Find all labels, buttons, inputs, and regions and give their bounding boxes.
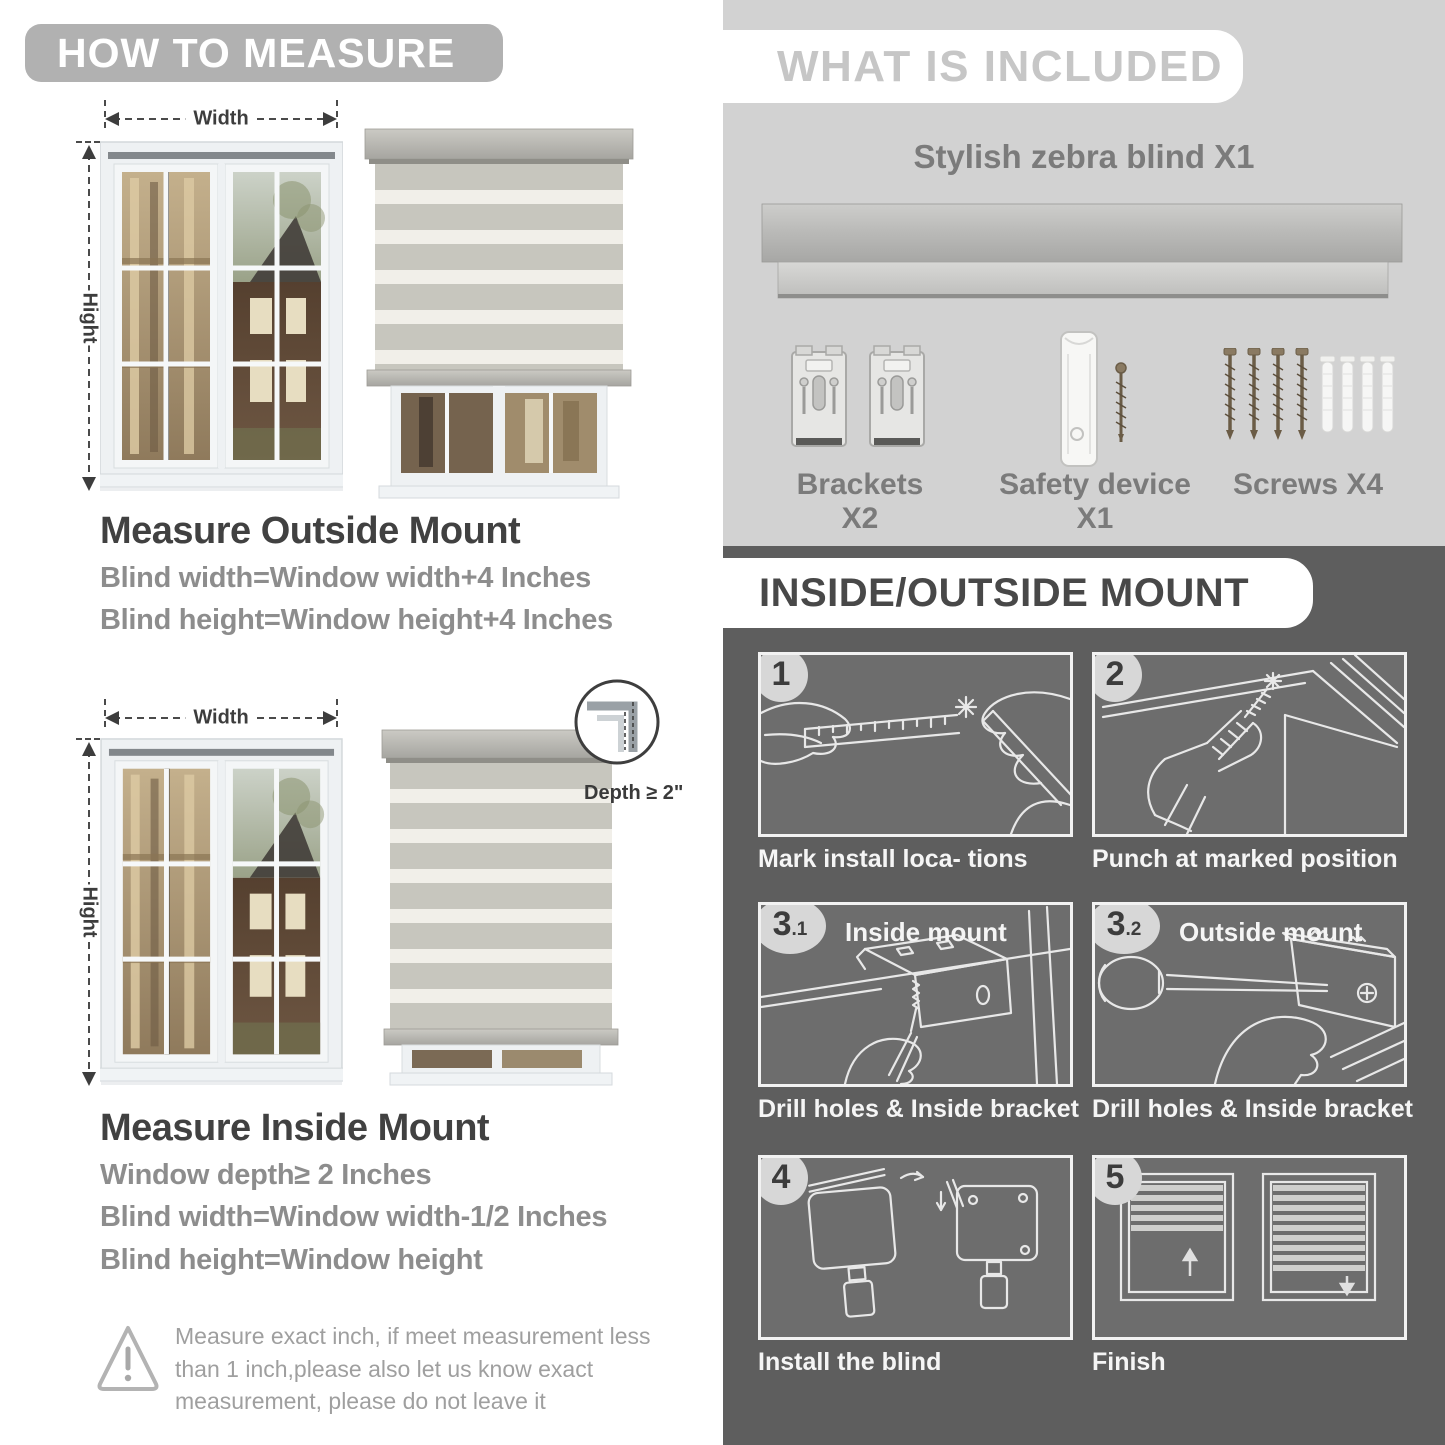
safety-device-icon	[1055, 330, 1137, 472]
warning-text: Measure exact inch, if meet measurement less than 1 inch,please also let us know exact measurement, please do not leave it	[175, 1323, 651, 1415]
window-illustration-2	[100, 735, 343, 1087]
step-caption-4: Install the blind	[758, 1348, 942, 1376]
step-sub: .2	[1125, 919, 1142, 940]
width-arrow-right-tick	[336, 100, 338, 128]
screws-icon	[1222, 348, 1398, 448]
blind-headrail-illustration	[760, 202, 1404, 302]
outside-mount-line-2: Blind height=Window height+4 Inches	[100, 604, 613, 636]
step-caption-1: Mark install loca- tions	[758, 845, 1028, 873]
finish-blinds-illustration	[1095, 1158, 1404, 1337]
step-caption-3-1: Drill holes & Inside bracket	[758, 1095, 1079, 1123]
height-label: Hight	[72, 290, 107, 345]
product-label: Stylish zebra blind X1	[913, 138, 1255, 175]
step-title-inside-mount: Inside mount	[845, 917, 1007, 947]
step-caption-3-2: Drill holes & Inside bracket	[1092, 1095, 1413, 1123]
brackets-icon	[788, 342, 930, 458]
step-panel-5	[1092, 1155, 1407, 1340]
step-number: 3	[772, 905, 792, 943]
inside-mount-line-3: Blind height=Window height	[100, 1244, 483, 1276]
depth-label: Depth ≥ 2"	[584, 782, 684, 804]
width-label-2: Width	[185, 707, 256, 730]
item-label-screws: Screws X4	[1232, 468, 1384, 501]
inside-mount-line-2: Blind width=Window width-1/2 Inches	[100, 1201, 608, 1233]
outside-mount-heading: Measure Outside Mount	[100, 510, 521, 552]
step-panel-4	[758, 1155, 1073, 1340]
width-label: Width	[185, 108, 256, 131]
step-panel-2	[1092, 652, 1407, 837]
step-panel-3-2	[1092, 902, 1407, 1087]
step-number: 1	[771, 655, 791, 693]
included-banner	[723, 30, 1243, 103]
inside-mount-heading: Measure Inside Mount	[100, 1107, 490, 1149]
step-number: 3	[1106, 905, 1126, 943]
how-to-measure-title: HOW TO MEASURE	[57, 29, 456, 76]
width-arrow-2-right-tick	[336, 699, 338, 727]
item-label-brackets: Brackets X2	[796, 468, 924, 535]
depth-magnifier-icon	[573, 678, 661, 766]
included-title: WHAT IS INCLUDED	[777, 41, 1224, 91]
inside-mount-line-1: Window depth≥ 2 Inches	[100, 1159, 432, 1191]
step-caption-2: Punch at marked position	[1092, 845, 1398, 873]
window-illustration	[100, 138, 343, 493]
drill-illustration	[1095, 655, 1404, 834]
ruler-marking-illustration	[761, 655, 1070, 834]
zebra-blind-illustration	[363, 125, 636, 500]
step-number: 4	[771, 1158, 791, 1196]
step-title-outside-mount: Outside mount	[1179, 917, 1363, 947]
mount-banner	[723, 558, 1313, 628]
width-arrow-left-tick	[104, 100, 106, 128]
step-panel-1	[758, 652, 1073, 837]
install-blind-illustration	[761, 1158, 1070, 1337]
warning-triangle-icon	[95, 1322, 161, 1394]
height-label-2: Hight	[72, 884, 107, 939]
step-panel-3-1	[758, 902, 1073, 1087]
step-sub: .1	[791, 919, 808, 940]
item-label-safety-device: Safety device X1	[999, 468, 1191, 535]
width-arrow-2-left-tick	[104, 699, 106, 727]
mount-title: INSIDE/OUTSIDE MOUNT	[759, 570, 1250, 615]
step-number: 5	[1105, 1158, 1125, 1196]
step-caption-5: Finish	[1092, 1348, 1166, 1376]
how-to-measure-banner	[25, 24, 503, 82]
step-number: 2	[1105, 655, 1125, 693]
outside-mount-line-1: Blind width=Window width+4 Inches	[100, 562, 591, 594]
